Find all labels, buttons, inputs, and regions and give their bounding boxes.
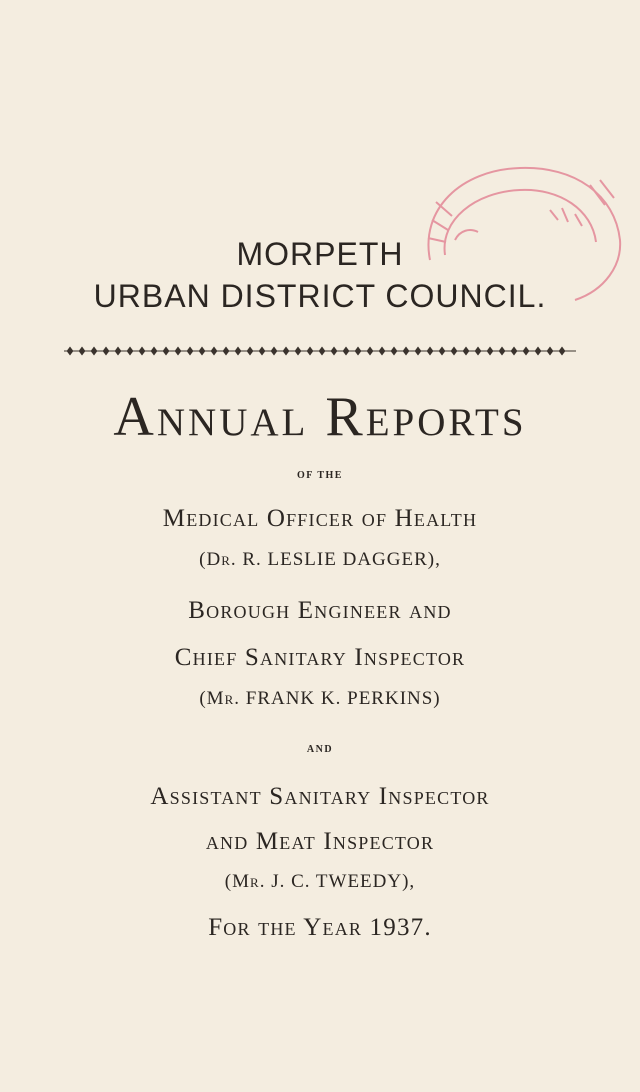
borough-engineer-heading: Borough Engineer and (188, 597, 452, 624)
council-name-line1: MORPETH (236, 236, 404, 272)
medical-officer-name: (Dr. R. LESLIE DAGGER), (199, 549, 441, 570)
council-name-line2: URBAN DISTRICT COUNCIL. (93, 278, 547, 314)
ornamental-rule (60, 344, 580, 358)
and-text: AND (306, 744, 334, 755)
chief-sanitary-inspector-heading: Chief Sanitary Inspector (174, 644, 466, 671)
medical-officer-heading: Medical Officer of Health (162, 505, 478, 532)
chief-sanitary-inspector-name: (Mr. FRANK K. PERKINS) (199, 688, 441, 709)
assistant-inspector-heading: Assistant Sanitary Inspector (150, 783, 490, 810)
of-the-text: OF THE (297, 470, 343, 481)
assistant-inspector-name: (Mr. J. C. TWEEDY), (224, 871, 416, 892)
report-year: For the Year 1937. (208, 914, 432, 941)
meat-inspector-heading: and Meat Inspector (205, 828, 435, 855)
report-title: Annual Reports (113, 386, 527, 448)
